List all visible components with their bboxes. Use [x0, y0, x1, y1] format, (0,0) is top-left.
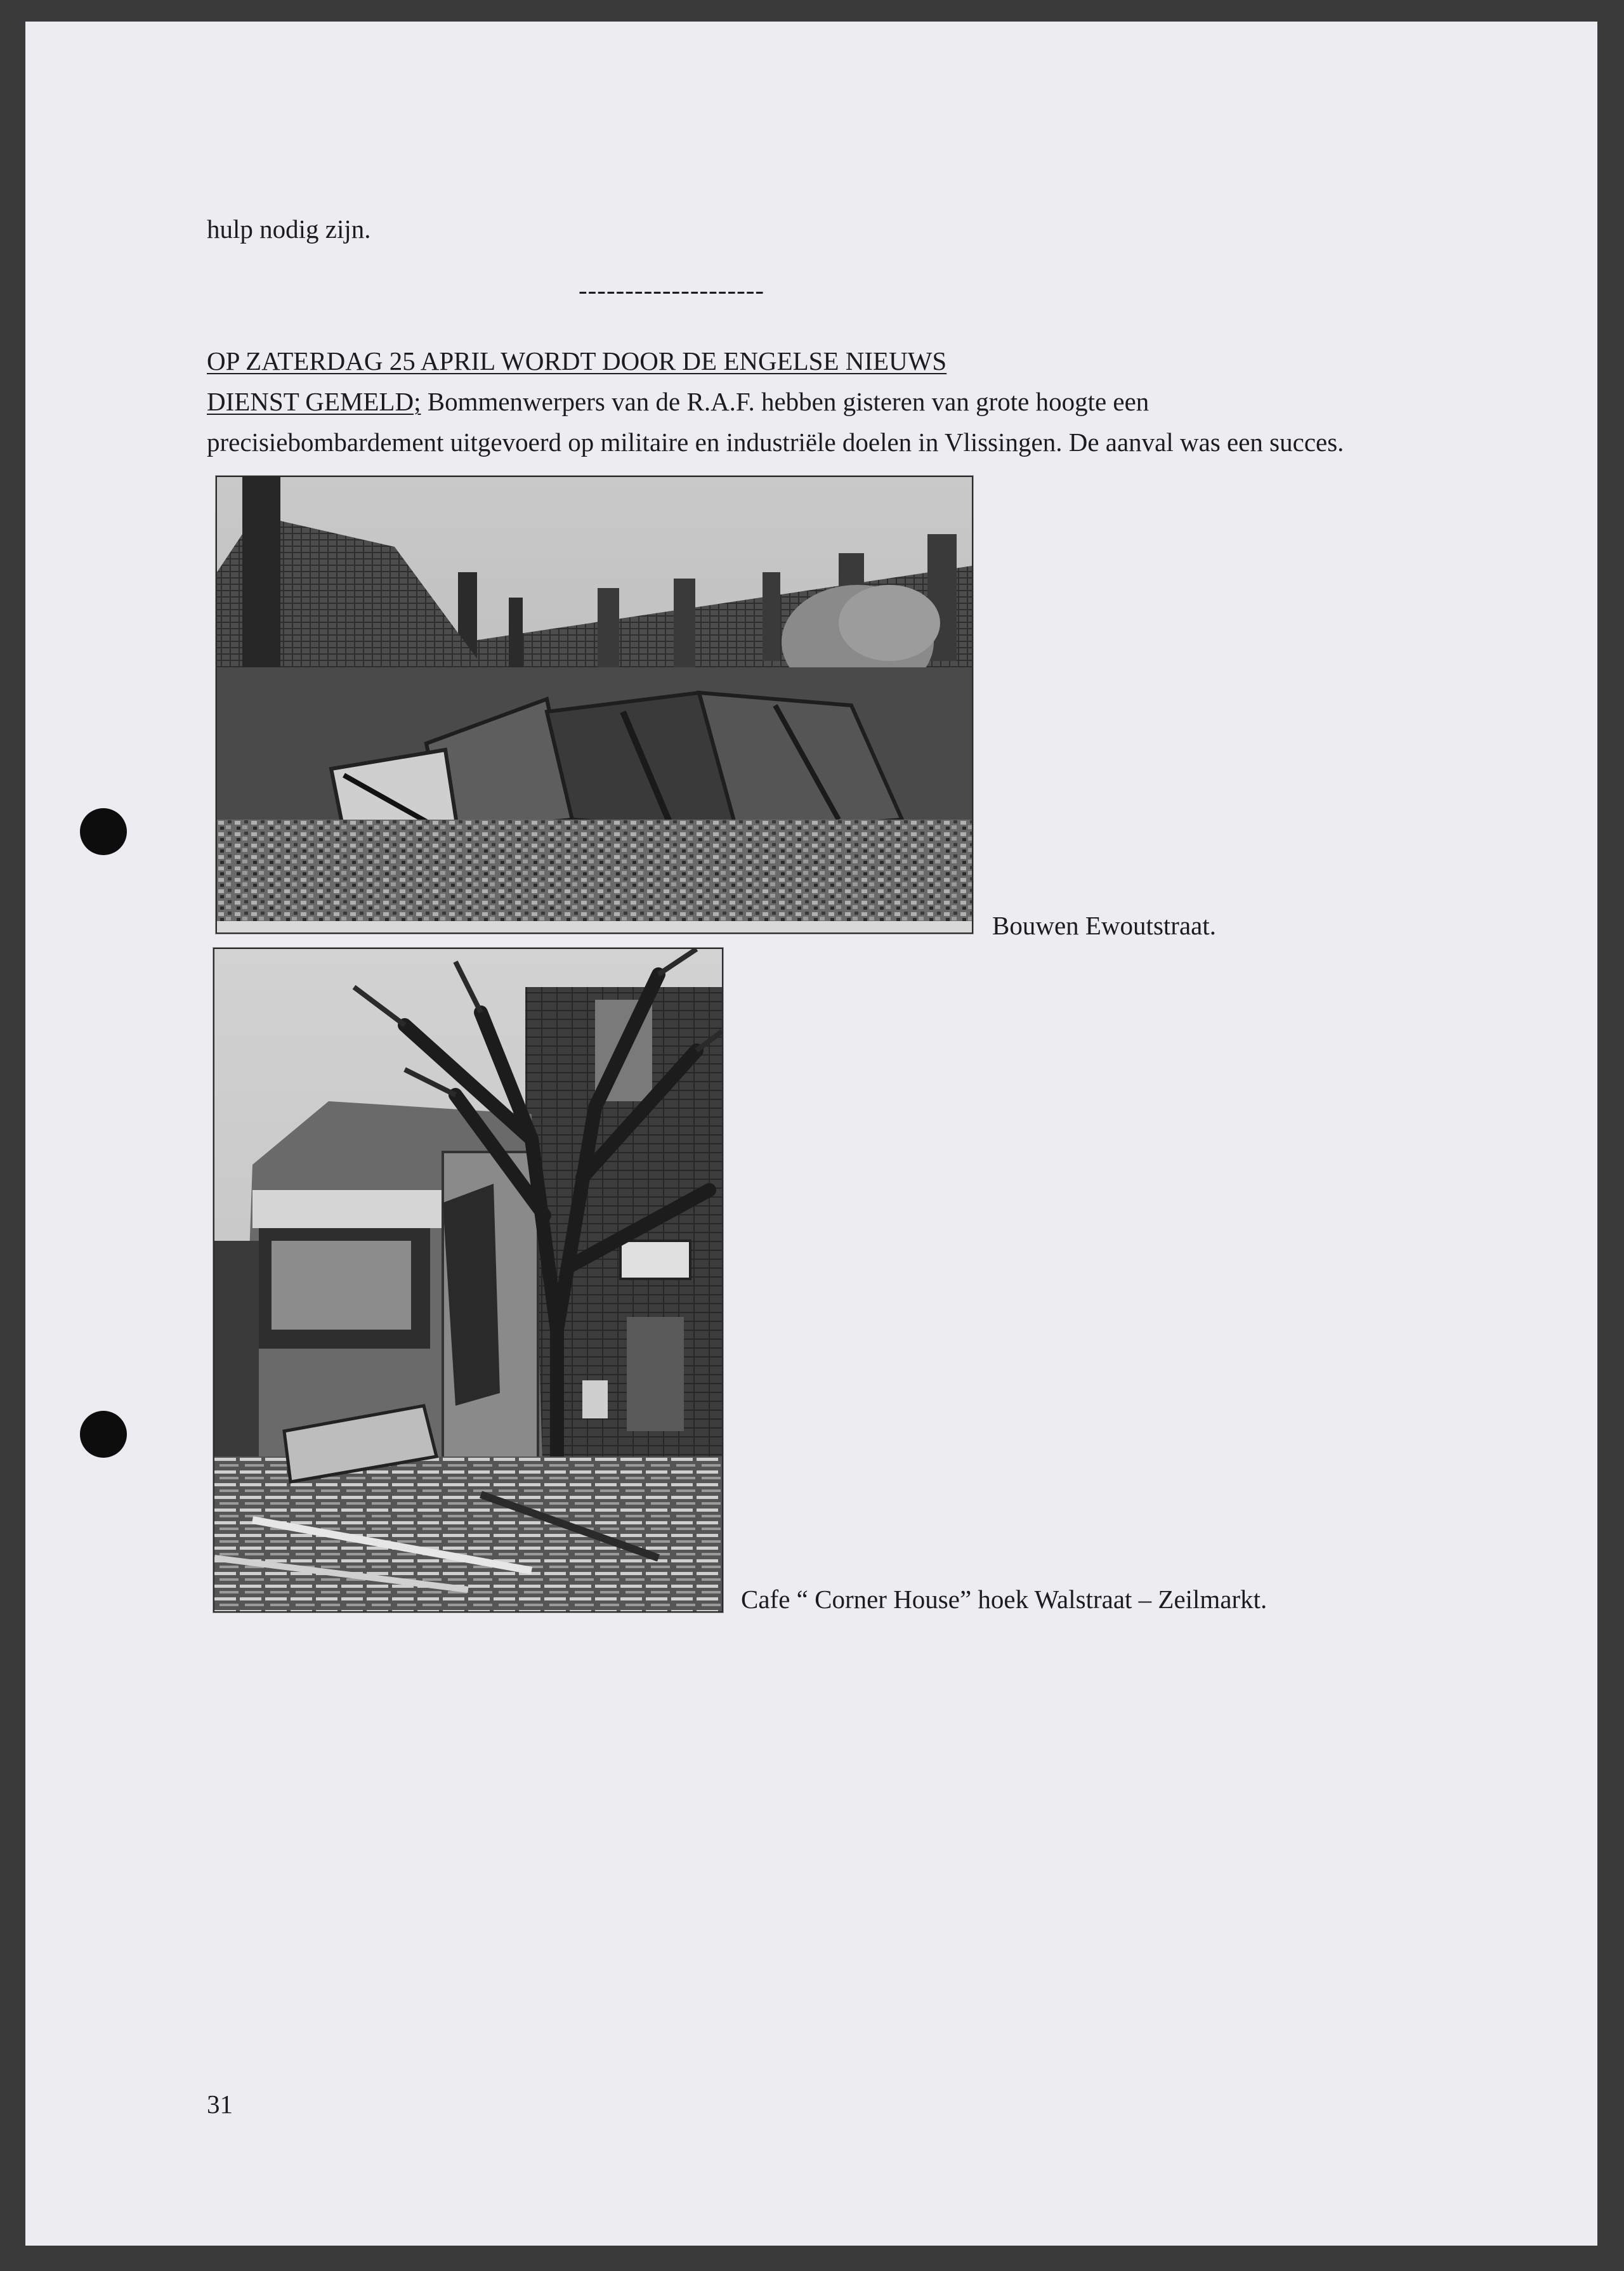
news-heading: OP ZATERDAG 25 APRIL WORDT DOOR DE ENGELSE NIEUWS [207, 346, 947, 376]
punch-hole-top [80, 808, 127, 855]
bombed-cafe-photo [213, 948, 723, 1613]
page-number: 31 [207, 2090, 233, 2119]
punch-hole-bottom [80, 1411, 127, 1458]
bombed-cafe-image [214, 949, 722, 1611]
photo-caption-corner-house: Cafe “ Corner House” hoek Walstraat – Zeilmarkt. [741, 1585, 1267, 1614]
bombed-houses-photo [216, 476, 973, 934]
news-line-2 [207, 384, 1149, 419]
news-body-start: Bommenwerpers van de R.A.F. hebben gisteren van grote hoogte een [421, 387, 1149, 416]
photo-caption-bouwen: Bouwen Ewoutstraat. [992, 911, 1216, 940]
continuation-text: hulp nodig zijn. [207, 214, 371, 244]
news-body-end: precisiebombardement uitgevoerd op militaire en industriële doelen in Vlissingen. De aanval was een succes. [207, 428, 1344, 457]
news-heading-continued: DIENST GEMELD; [207, 387, 421, 416]
bombed-houses-image [217, 477, 972, 933]
document-page [25, 22, 1597, 2246]
separator-line: -------------------- [579, 275, 765, 304]
